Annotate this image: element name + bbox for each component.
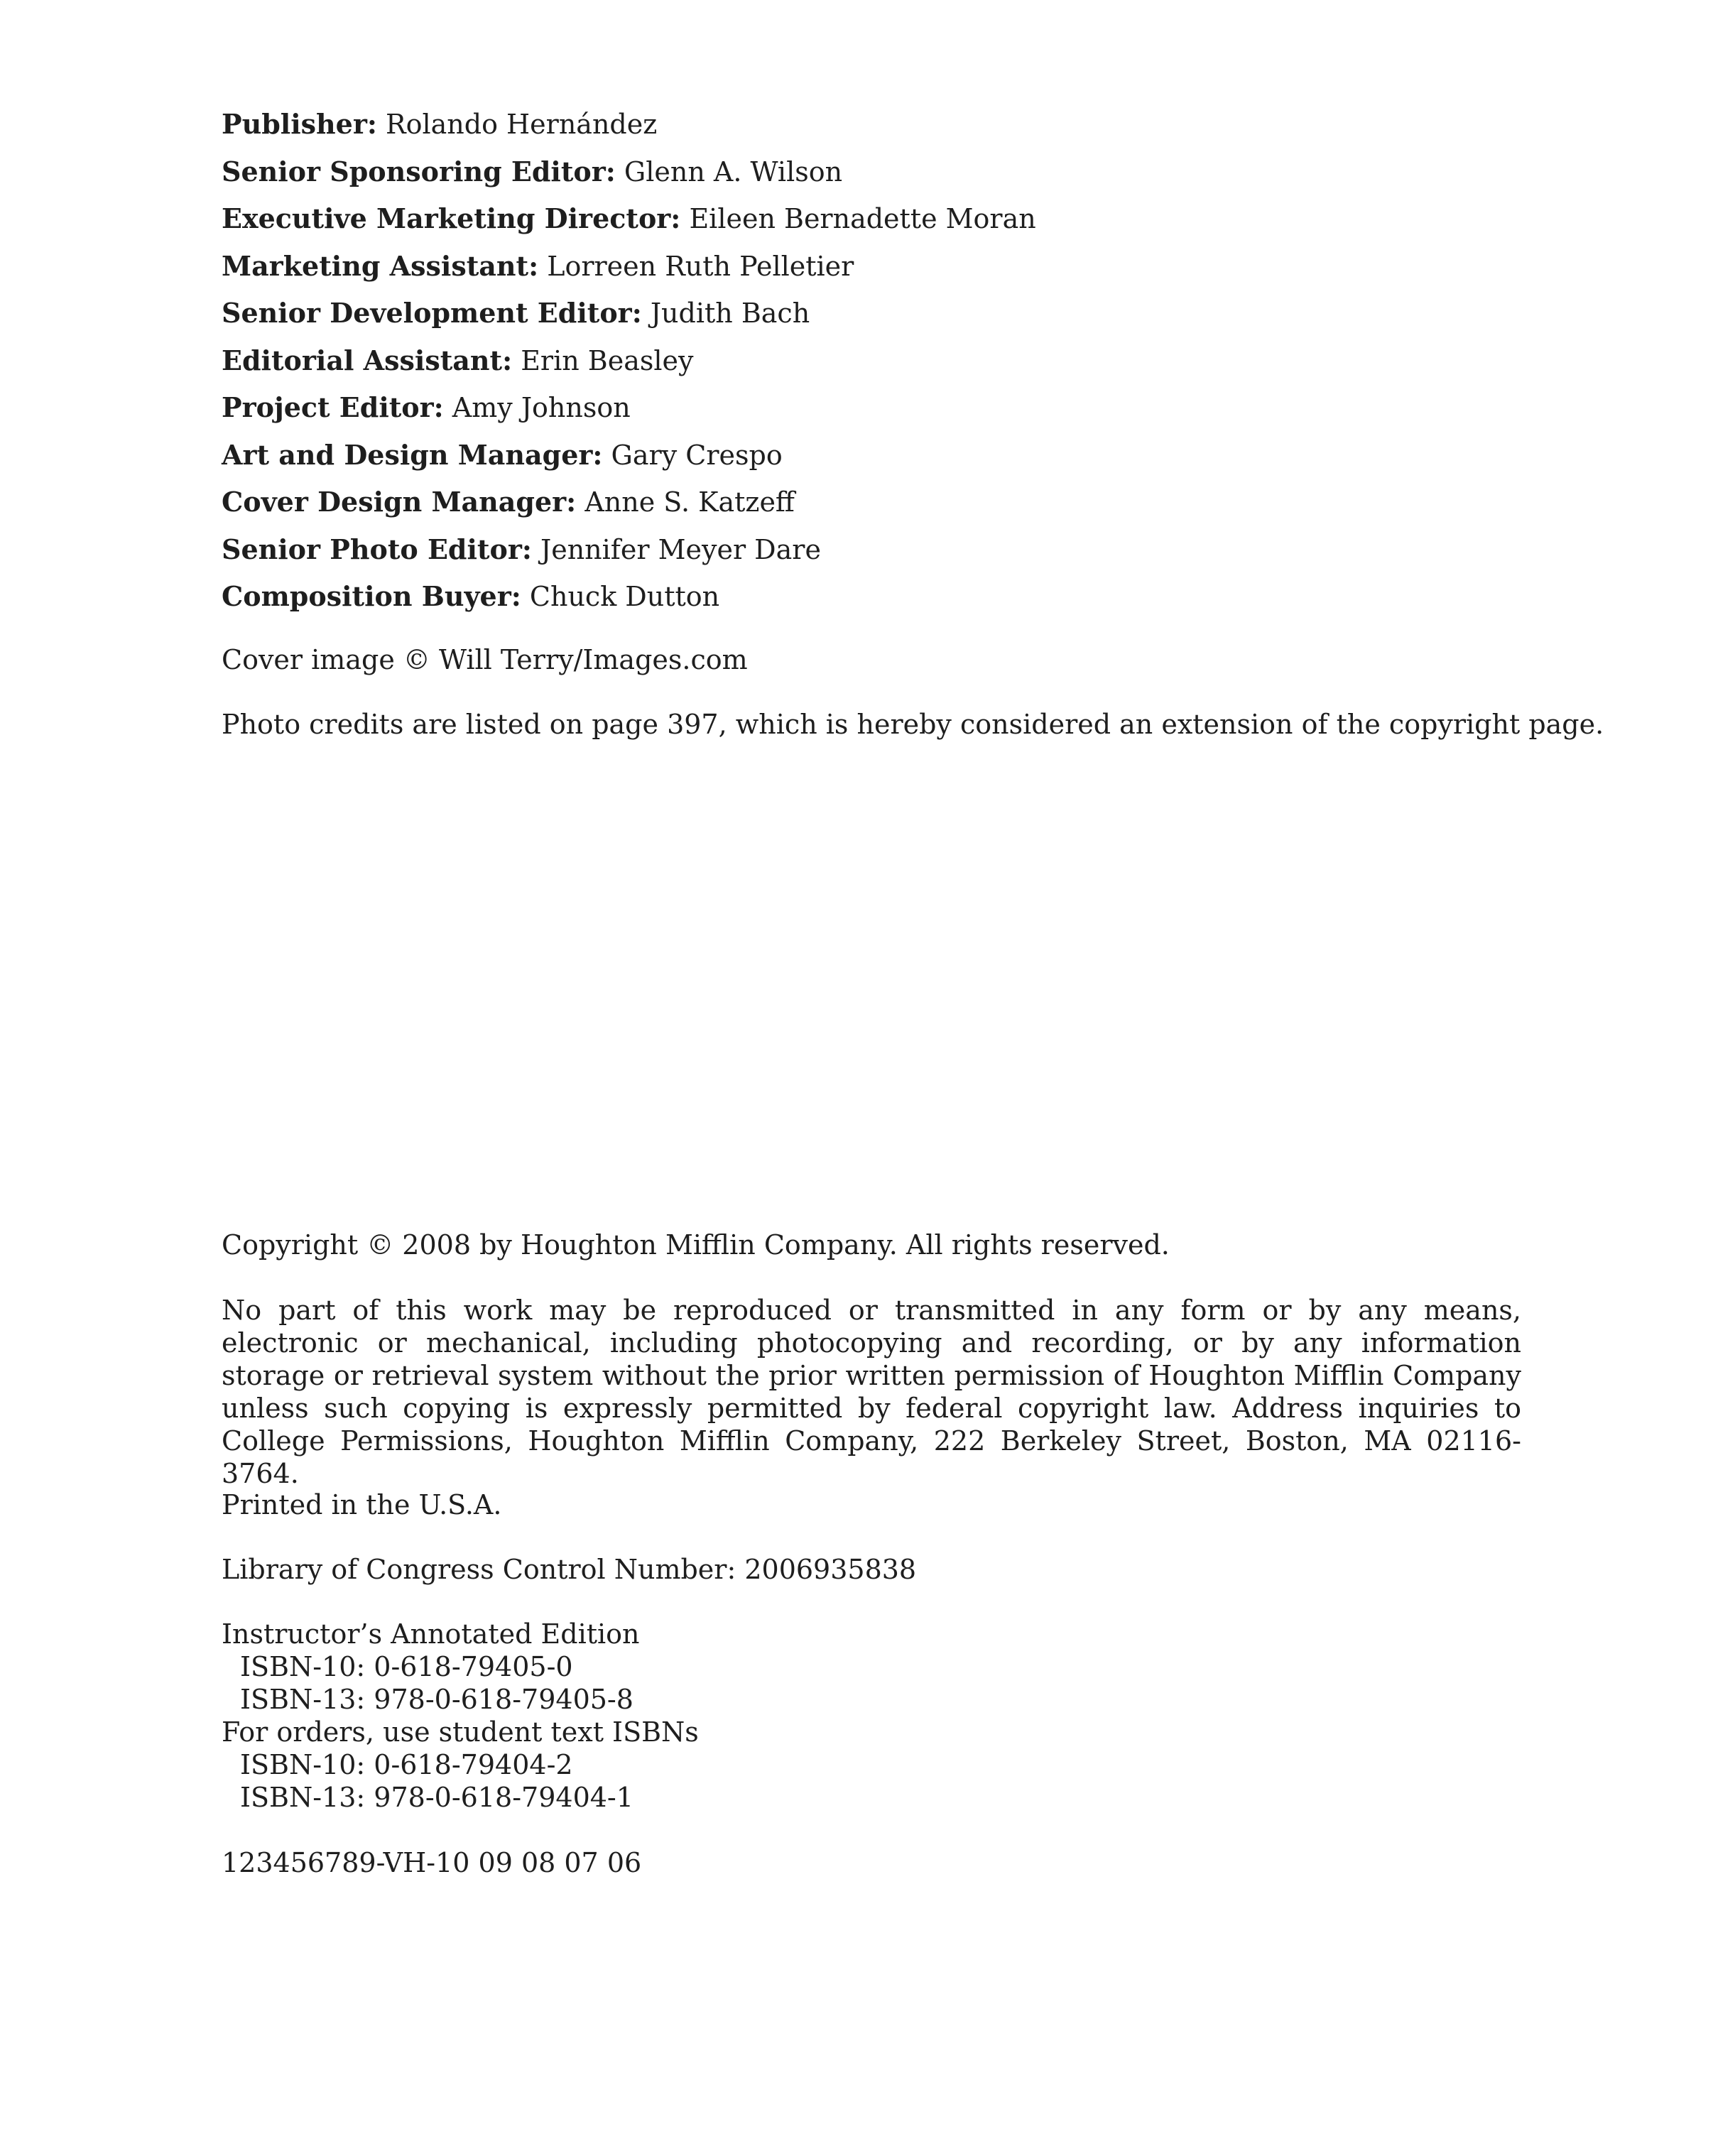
printed-in: Printed in the U.S.A. (222, 1489, 502, 1520)
copyright-notice: Copyright © 2008 by Houghton Mifflin Company. All rights reserved. (222, 1229, 1170, 1261)
credit-name: Judith Bach (650, 298, 810, 329)
instructor-edition-heading: Instructor’s Annotated Edition (222, 1618, 640, 1650)
credit-publisher (222, 101, 1571, 148)
staff-credits (222, 101, 1571, 621)
credit-role: Art and Design Manager: (222, 438, 603, 471)
credit-role: Senior Photo Editor: (222, 533, 532, 565)
credit-name: Jennifer Meyer Dare (540, 533, 821, 565)
credit-senior-photo-editor (222, 526, 1571, 574)
student-isbn-10: ISBN-10: 0-618-79404-2 (240, 1749, 573, 1780)
credit-composition-buyer (222, 573, 1571, 621)
credit-name: Amy Johnson (452, 392, 631, 423)
credit-role: Cover Design Manager: (222, 486, 577, 518)
rights-notice: No part of this work may be reproduced or transmitted in any form or by any means, electronic or mechanical, including photocopying and recording, or by any information storage or retrieval system without the prior written permission of Houghton Mifflin Company unless such copying is expressly permitted by federal copyright law. Address inquiries to College Permissions, Houghton Mifflin Company, 222 Berkeley Street, Boston, MA 02116-3764. (222, 1295, 1521, 1489)
cover-image-credit: Cover image © Will Terry/Images.com (222, 644, 748, 675)
credit-art-and-design-manager (222, 432, 1571, 479)
credit-role: Senior Development Editor: (222, 297, 642, 329)
credit-marketing-assistant (222, 243, 1571, 290)
credit-name: Gary Crespo (611, 439, 783, 471)
student-isbn-heading: For orders, use student text ISBNs (222, 1716, 699, 1748)
credit-senior-development-editor (222, 290, 1571, 337)
credit-senior-sponsoring-editor (222, 148, 1571, 196)
credit-editorial-assistant (222, 337, 1571, 385)
credit-cover-design-manager (222, 479, 1571, 526)
instructor-isbn-13: ISBN-13: 978-0-618-79405-8 (240, 1684, 633, 1715)
student-isbn-13: ISBN-13: 978-0-618-79404-1 (240, 1782, 633, 1813)
credit-name: Erin Beasley (521, 344, 694, 376)
credit-name: Anne S. Katzeff (584, 486, 795, 518)
credit-role: Marketing Assistant: (222, 249, 539, 282)
credit-role: Senior Sponsoring Editor: (222, 155, 616, 187)
instructor-isbn-10: ISBN-10: 0-618-79405-0 (240, 1651, 573, 1682)
isbn-block (222, 1618, 1521, 1814)
credit-role: Project Editor: (222, 391, 444, 423)
credit-name: Glenn A. Wilson (624, 156, 843, 187)
credit-role: Executive Marketing Director: (222, 202, 681, 234)
credit-role: Editorial Assistant: (222, 344, 513, 376)
credit-name: Rolando Hernández (385, 109, 658, 140)
credit-name: Eileen Bernadette Moran (689, 203, 1036, 234)
credit-executive-marketing-director (222, 195, 1571, 243)
photo-credits-note: Photo credits are listed on page 397, which is hereby considered an extension of the copyright page. (222, 709, 1604, 740)
credit-role: Composition Buyer: (222, 580, 521, 612)
credit-project-editor (222, 384, 1571, 432)
printing-line: 123456789-VH-10 09 08 07 06 (222, 1847, 642, 1878)
credit-role: Publisher: (222, 108, 377, 140)
lccn: Library of Congress Control Number: 2006935838 (222, 1554, 917, 1585)
credit-name: Chuck Dutton (529, 581, 720, 612)
credit-name: Lorreen Ruth Pelletier (547, 250, 854, 282)
